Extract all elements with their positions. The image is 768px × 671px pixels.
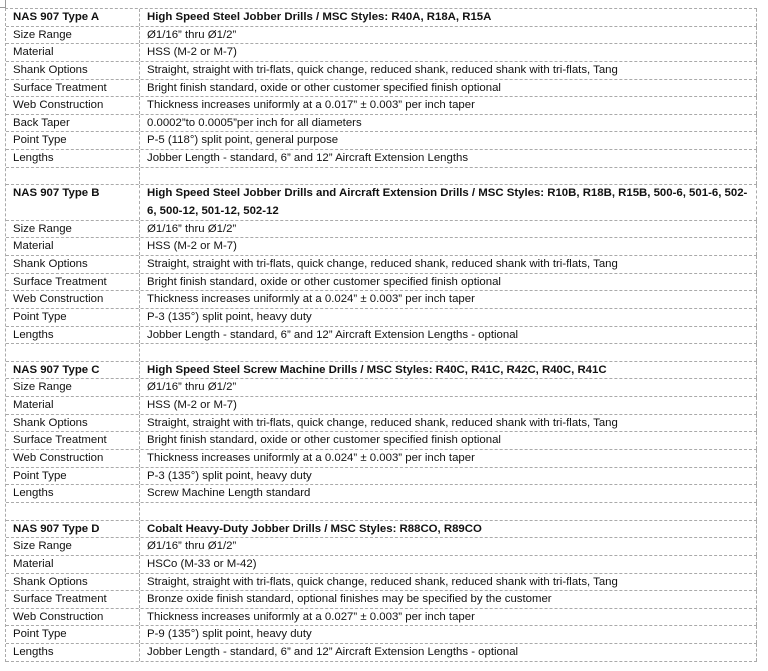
spec-value: HSS (M-2 or M-7) <box>140 238 757 255</box>
spec-label: Back Taper <box>6 115 140 132</box>
spec-value: Ø1/16” thru Ø1/2” <box>140 538 757 555</box>
table-row <box>6 450 757 468</box>
table-row <box>6 432 757 450</box>
table-row <box>6 80 757 98</box>
spec-value: Bright finish standard, oxide or other customer specified finish optional <box>140 432 757 449</box>
section-description: Cobalt Heavy-Duty Jobber Drills / MSC Styles: R88CO, R89CO <box>140 521 757 538</box>
spec-label: Lengths <box>6 327 140 344</box>
table-row <box>6 626 757 644</box>
spec-label: Material <box>6 556 140 573</box>
spec-label: Point Type <box>6 132 140 149</box>
section-title: NAS 907 Type B <box>6 185 140 219</box>
spec-value: HSS (M-2 or M-7) <box>140 397 757 414</box>
table-row <box>6 256 757 274</box>
spec-label <box>6 344 140 361</box>
spec-label: Lengths <box>6 485 140 502</box>
table-row <box>6 132 757 150</box>
spec-value: Jobber Length - standard, 6” and 12” Aircraft Extension Lengths <box>140 150 757 167</box>
spec-label: Lengths <box>6 644 140 661</box>
spec-value: P-3 (135°) split point, heavy duty <box>140 468 757 485</box>
spec-value: Ø1/16” thru Ø1/2” <box>140 27 757 44</box>
table-row <box>6 44 757 62</box>
spec-value: Straight, straight with tri-flats, quick change, reduced shank, reduced shank with tri-flats, Tang <box>140 415 757 432</box>
section-title: NAS 907 Type D <box>6 521 140 538</box>
spec-label <box>6 168 140 185</box>
section-header-row <box>6 362 757 380</box>
section-header-row <box>6 521 757 539</box>
specs-table <box>5 8 757 662</box>
spec-label: Surface Treatment <box>6 274 140 291</box>
spec-label: Material <box>6 44 140 61</box>
table-row <box>6 485 757 503</box>
section-description: High Speed Steel Jobber Drills / MSC Styles: R40A, R18A, R15A <box>140 9 757 26</box>
spec-label: Size Range <box>6 221 140 238</box>
spec-label: Point Type <box>6 468 140 485</box>
spec-label: Point Type <box>6 626 140 643</box>
spec-value: P-3 (135°) split point, heavy duty <box>140 309 757 326</box>
table-row <box>6 644 757 662</box>
spec-value: HSCo (M-33 or M-42) <box>140 556 757 573</box>
spec-value: Straight, straight with tri-flats, quick change, reduced shank, reduced shank with tri-flats, Tang <box>140 256 757 273</box>
spec-label: Size Range <box>6 538 140 555</box>
table-row <box>6 538 757 556</box>
table-row <box>6 609 757 627</box>
spec-label: Material <box>6 397 140 414</box>
spacer-row <box>6 168 757 186</box>
table-row <box>6 379 757 397</box>
spec-value: Thickness increases uniformly at a 0.024” ± 0.003” per inch taper <box>140 291 757 308</box>
spec-value: P-5 (118°) split point, general purpose <box>140 132 757 149</box>
spec-label: Size Range <box>6 379 140 396</box>
table-row <box>6 327 757 345</box>
spacer-row <box>6 344 757 362</box>
table-move-handle <box>0 0 6 8</box>
spec-label: Surface Treatment <box>6 432 140 449</box>
spec-value: Thickness increases uniformly at a 0.017” ± 0.003” per inch taper <box>140 97 757 114</box>
spec-label: Web Construction <box>6 609 140 626</box>
table-row <box>6 62 757 80</box>
table-row <box>6 97 757 115</box>
table-row <box>6 397 757 415</box>
spec-label: Web Construction <box>6 97 140 114</box>
table-row <box>6 115 757 133</box>
spec-value: Jobber Length - standard, 6” and 12” Aircraft Extension Lengths - optional <box>140 327 757 344</box>
table-row <box>6 27 757 45</box>
spec-value: Ø1/16” thru Ø1/2” <box>140 379 757 396</box>
spec-value: Jobber Length - standard, 6” and 12” Aircraft Extension Lengths - optional <box>140 644 757 661</box>
spec-value: HSS (M-2 or M-7) <box>140 44 757 61</box>
spec-value <box>140 168 757 185</box>
spec-value: P-9 (135°) split point, heavy duty <box>140 626 757 643</box>
spec-label: Shank Options <box>6 256 140 273</box>
spec-value: Bronze oxide finish standard, optional finishes may be specified by the customer <box>140 591 757 608</box>
spec-label: Shank Options <box>6 62 140 79</box>
spec-label: Web Construction <box>6 450 140 467</box>
table-row <box>6 291 757 309</box>
spec-label: Surface Treatment <box>6 591 140 608</box>
spec-value: Bright finish standard, oxide or other customer specified finish optional <box>140 274 757 291</box>
spec-value: Thickness increases uniformly at a 0.024” ± 0.003” per inch taper <box>140 450 757 467</box>
table-row <box>6 415 757 433</box>
spec-value <box>140 503 757 520</box>
spec-value: Bright finish standard, oxide or other customer specified finish optional <box>140 80 757 97</box>
table-row <box>6 309 757 327</box>
spec-label: Size Range <box>6 27 140 44</box>
spec-label: Shank Options <box>6 574 140 591</box>
spec-value: Thickness increases uniformly at a 0.027” ± 0.003” per inch taper <box>140 609 757 626</box>
spec-value: Ø1/16” thru Ø1/2” <box>140 221 757 238</box>
section-description: High Speed Steel Jobber Drills and Aircraft Extension Drills / MSC Styles: R10B, R18B, R15B, 500-6, 501-6, 502-6, 500-12, 501-12, 502-12 <box>140 185 757 219</box>
table-row <box>6 574 757 592</box>
spec-value: Straight, straight with tri-flats, quick change, reduced shank, reduced shank with tri-flats, Tang <box>140 62 757 79</box>
spec-label: Shank Options <box>6 415 140 432</box>
spec-value: Screw Machine Length standard <box>140 485 757 502</box>
spacer-row <box>6 503 757 521</box>
spec-value: Straight, straight with tri-flats, quick change, reduced shank, reduced shank with tri-flats, Tang <box>140 574 757 591</box>
spec-label <box>6 503 140 520</box>
table-row <box>6 274 757 292</box>
spec-label: Point Type <box>6 309 140 326</box>
spec-value <box>140 344 757 361</box>
spec-label: Web Construction <box>6 291 140 308</box>
table-row <box>6 591 757 609</box>
table-row <box>6 556 757 574</box>
spec-label: Material <box>6 238 140 255</box>
table-row <box>6 238 757 256</box>
section-description: High Speed Steel Screw Machine Drills / MSC Styles: R40C, R41C, R42C, R40C, R41C <box>140 362 757 379</box>
spec-value: 0.0002”to 0.0005”per inch for all diameters <box>140 115 757 132</box>
table-row <box>6 468 757 486</box>
spec-label: Lengths <box>6 150 140 167</box>
table-row <box>6 150 757 168</box>
section-header-row <box>6 185 757 220</box>
table-row <box>6 221 757 239</box>
section-header-row <box>6 9 757 27</box>
section-title: NAS 907 Type C <box>6 362 140 379</box>
spec-label: Surface Treatment <box>6 80 140 97</box>
section-title: NAS 907 Type A <box>6 9 140 26</box>
